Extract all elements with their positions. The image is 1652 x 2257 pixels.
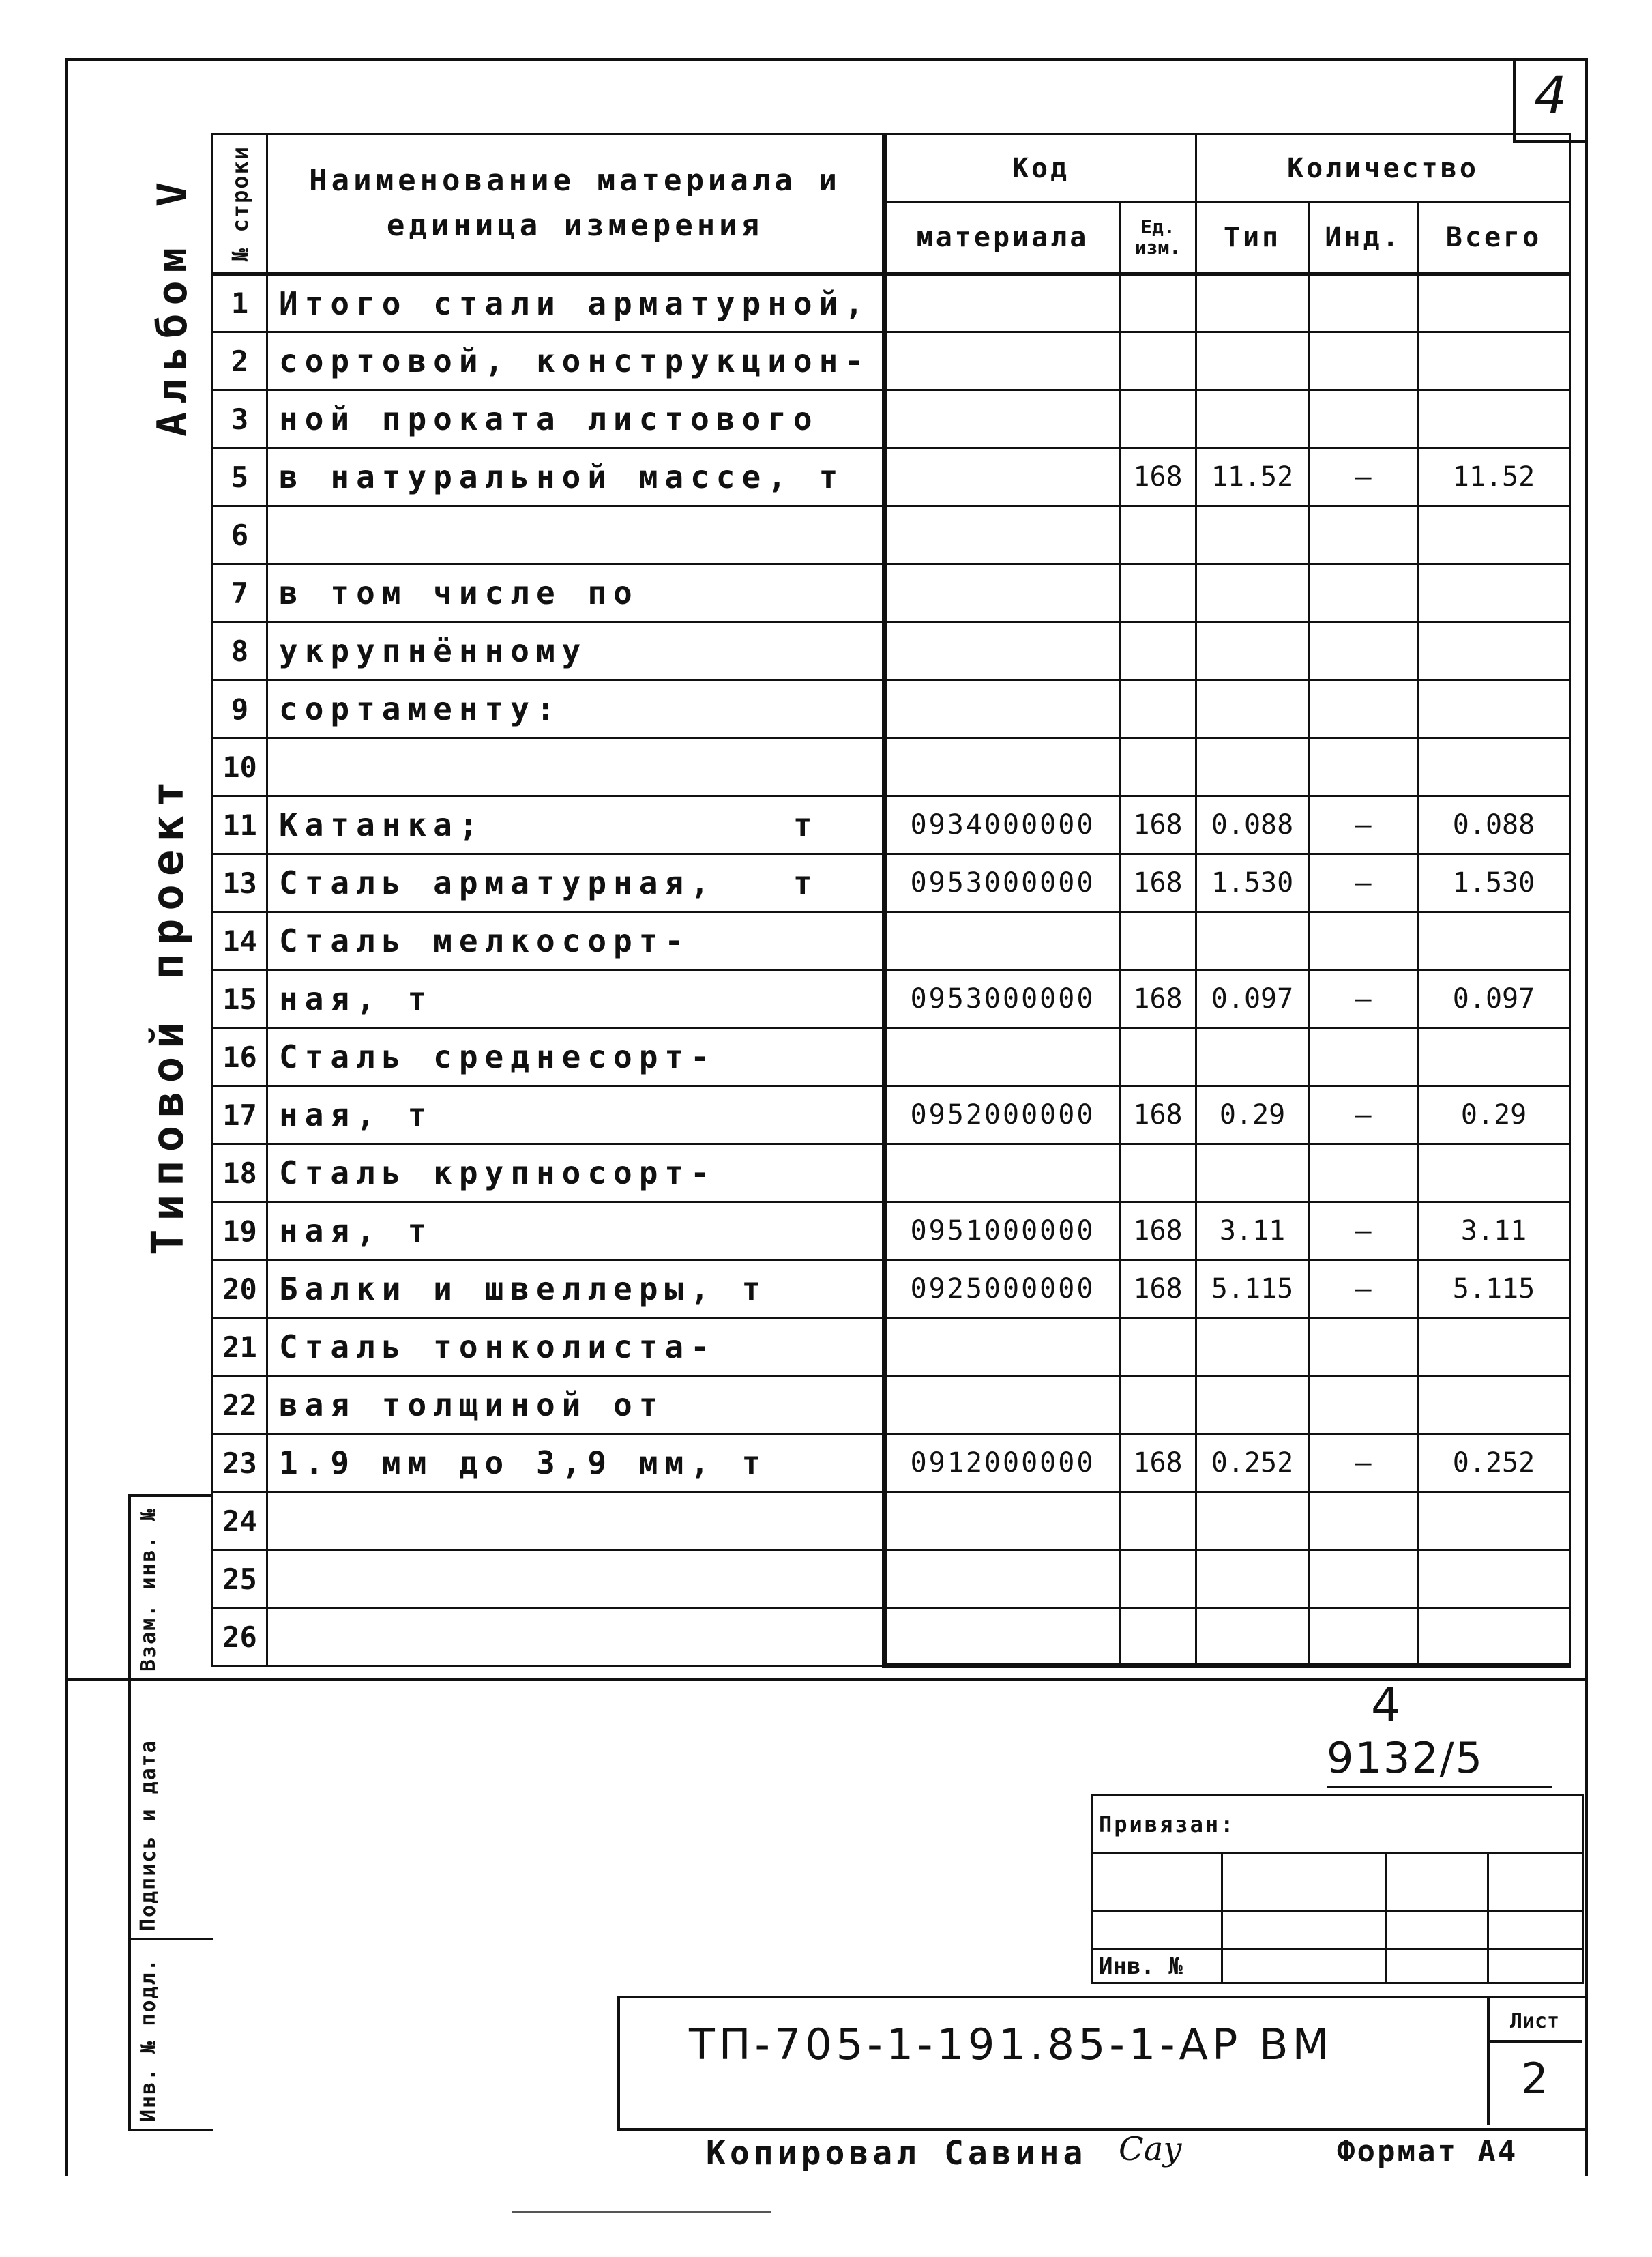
qty-total [1418, 1608, 1570, 1666]
signature: Сау [1119, 2130, 1183, 2168]
material-name: Сталь мелкосорт- [267, 912, 885, 970]
unit-code [1120, 1144, 1196, 1202]
row-number: 23 [213, 1434, 267, 1492]
material-code [885, 1608, 1120, 1666]
page-number: 4 [1533, 65, 1567, 126]
qty-individual [1309, 622, 1418, 680]
material-name: ная, т [267, 1202, 885, 1260]
row-number: 6 [213, 506, 267, 564]
row-number: 11 [213, 796, 267, 854]
row-number: 13 [213, 854, 267, 912]
row-number: 1 [213, 274, 267, 332]
sheet-code-underline [1327, 1786, 1552, 1788]
table-row [213, 1434, 1570, 1492]
material-name: ной проката листового [267, 390, 885, 448]
unit-code [1120, 680, 1196, 738]
row-number: 21 [213, 1318, 267, 1376]
unit-code [1120, 1028, 1196, 1086]
qty-total [1418, 274, 1570, 332]
unit-code [1120, 738, 1196, 796]
material-code: 0951000000 [885, 1202, 1120, 1260]
qty-type [1196, 1144, 1309, 1202]
qty-type [1196, 1318, 1309, 1376]
qty-individual [1309, 1028, 1418, 1086]
qty-total: 0.252 [1418, 1434, 1570, 1492]
unit-code [1120, 506, 1196, 564]
qty-total: 3.11 [1418, 1202, 1570, 1260]
row-number: 18 [213, 1144, 267, 1202]
designation: ТП-705-1-191.85-1-АР ВМ [689, 2020, 1333, 2069]
material-name: сортовой, конструкцион- [267, 332, 885, 390]
qty-individual: – [1309, 448, 1418, 506]
page-number-box [1513, 58, 1585, 143]
material-name: Балки и швеллеры, т [267, 1260, 885, 1318]
row-number: 2 [213, 332, 267, 390]
table-row [213, 1376, 1570, 1434]
qty-total [1418, 622, 1570, 680]
margin-signature-date: Подпись и дата [136, 1739, 160, 1931]
margin-sep-2 [128, 1938, 213, 1940]
material-code [885, 274, 1120, 332]
qty-type: 0.29 [1196, 1086, 1309, 1144]
unit-code: 168 [1120, 448, 1196, 506]
row-number: 19 [213, 1202, 267, 1260]
material-name: Катанка; т [267, 796, 885, 854]
qty-type: 0.252 [1196, 1434, 1309, 1492]
qty-individual [1309, 912, 1418, 970]
qty-individual [1309, 274, 1418, 332]
qty-type [1196, 738, 1309, 796]
qty-individual [1309, 1608, 1418, 1666]
material-name: ная, т [267, 1086, 885, 1144]
unit-code [1120, 1318, 1196, 1376]
qty-total: 5.115 [1418, 1260, 1570, 1318]
qty-individual: – [1309, 1086, 1418, 1144]
unit-code [1120, 1608, 1196, 1666]
table-row [213, 1202, 1570, 1260]
sheet-value: 2 [1521, 2054, 1548, 2103]
material-code [885, 332, 1120, 390]
qty-individual [1309, 1492, 1418, 1550]
sheet-label: Лист [1509, 2009, 1560, 2033]
frame-divider [65, 1678, 1586, 1681]
qty-total [1418, 1376, 1570, 1434]
table-row [213, 796, 1570, 854]
table-row [213, 1260, 1570, 1318]
header-name: Наименование материала и единица измерения [267, 134, 885, 274]
table-row [213, 970, 1570, 1028]
material-name: в том числе по [267, 564, 885, 622]
material-code [885, 1318, 1120, 1376]
material-code [885, 448, 1120, 506]
qty-type [1196, 274, 1309, 332]
qty-total [1418, 680, 1570, 738]
qty-type [1196, 1376, 1309, 1434]
material-code: 0925000000 [885, 1260, 1120, 1318]
row-number: 15 [213, 970, 267, 1028]
material-code [885, 1550, 1120, 1608]
unit-code [1120, 912, 1196, 970]
material-name: ная, т [267, 970, 885, 1028]
qty-individual [1309, 506, 1418, 564]
qty-total [1418, 506, 1570, 564]
material-code: 0952000000 [885, 1086, 1120, 1144]
unit-code: 168 [1120, 970, 1196, 1028]
material-name: сортаменту: [267, 680, 885, 738]
table-row [213, 1028, 1570, 1086]
qty-total [1418, 390, 1570, 448]
qty-type [1196, 390, 1309, 448]
material-name [267, 738, 885, 796]
qty-individual [1309, 1550, 1418, 1608]
sheet-code: 9132/5 [1327, 1733, 1484, 1783]
header-code-material: материала [885, 203, 1120, 274]
material-code [885, 390, 1120, 448]
material-code: 0912000000 [885, 1434, 1120, 1492]
table-row [213, 680, 1570, 738]
qty-type [1196, 1550, 1309, 1608]
qty-type: 11.52 [1196, 448, 1309, 506]
qty-individual [1309, 390, 1418, 448]
attached-label: Привязан: [1093, 1796, 1584, 1854]
material-code [885, 1492, 1120, 1550]
qty-type [1196, 622, 1309, 680]
project-label: Типовой проект [143, 772, 194, 1255]
header-individual: Инд. [1309, 203, 1418, 274]
qty-total [1418, 1028, 1570, 1086]
qty-type [1196, 1028, 1309, 1086]
material-code [885, 1144, 1120, 1202]
qty-total: 1.530 [1418, 854, 1570, 912]
table-row [213, 854, 1570, 912]
table-row [213, 332, 1570, 390]
table-row [213, 1144, 1570, 1202]
table-row [213, 1608, 1570, 1666]
row-number: 16 [213, 1028, 267, 1086]
material-name: вая толщиной от [267, 1376, 885, 1434]
table-row [213, 506, 1570, 564]
sheet-box-divider [1487, 2040, 1582, 2043]
row-number: 10 [213, 738, 267, 796]
margin-replace-inv: Взам. инв. № [136, 1507, 160, 1672]
table-row [213, 448, 1570, 506]
material-name: Сталь арматурная, т [267, 854, 885, 912]
qty-type [1196, 1608, 1309, 1666]
row-number: 3 [213, 390, 267, 448]
table-row [213, 274, 1570, 332]
material-name [267, 1492, 885, 1550]
margin-sep-1 [128, 1678, 213, 1681]
row-number: 25 [213, 1550, 267, 1608]
unit-code [1120, 1550, 1196, 1608]
unit-code [1120, 274, 1196, 332]
unit-code [1120, 564, 1196, 622]
unit-code [1120, 332, 1196, 390]
table-row [213, 738, 1570, 796]
row-number: 26 [213, 1608, 267, 1666]
qty-individual [1309, 332, 1418, 390]
material-code [885, 1028, 1120, 1086]
format-label: Формат А4 [1337, 2134, 1518, 2169]
header-unit: Ед. изм. [1120, 203, 1196, 274]
qty-total [1418, 912, 1570, 970]
material-code: 0953000000 [885, 854, 1120, 912]
unit-code: 168 [1120, 1086, 1196, 1144]
material-code [885, 564, 1120, 622]
qty-type: 0.097 [1196, 970, 1309, 1028]
header-type: Тип [1196, 203, 1309, 274]
qty-total [1418, 332, 1570, 390]
header-row-no: № строки [213, 134, 267, 274]
qty-individual [1309, 1144, 1418, 1202]
material-code [885, 738, 1120, 796]
qty-total [1418, 738, 1570, 796]
qty-total [1418, 1144, 1570, 1202]
margin-bottom-line [128, 2129, 213, 2131]
unit-code: 168 [1120, 796, 1196, 854]
unit-code [1120, 622, 1196, 680]
copied-by: Копировал Савина [706, 2134, 1087, 2172]
attachment-stamp [1091, 1794, 1584, 1984]
qty-total [1418, 1550, 1570, 1608]
qty-total: 11.52 [1418, 448, 1570, 506]
qty-individual: – [1309, 1260, 1418, 1318]
header-total: Всего [1418, 203, 1570, 274]
material-name: 1.9 мм до 3,9 мм, т [267, 1434, 885, 1492]
qty-individual: – [1309, 1202, 1418, 1260]
table-row [213, 1492, 1570, 1550]
material-name: Сталь крупносорт- [267, 1144, 885, 1202]
qty-total: 0.088 [1418, 796, 1570, 854]
qty-total [1418, 1492, 1570, 1550]
material-name [267, 1550, 885, 1608]
qty-type [1196, 1492, 1309, 1550]
qty-type [1196, 506, 1309, 564]
qty-type [1196, 332, 1309, 390]
header-code: Код [885, 134, 1196, 203]
qty-individual: – [1309, 970, 1418, 1028]
scan-mark [512, 2211, 771, 2213]
qty-type: 0.088 [1196, 796, 1309, 854]
material-code [885, 680, 1120, 738]
table-row [213, 622, 1570, 680]
qty-individual [1309, 1376, 1418, 1434]
material-name: Сталь среднесорт- [267, 1028, 885, 1086]
qty-individual: – [1309, 1434, 1418, 1492]
qty-individual [1309, 1318, 1418, 1376]
table-row [213, 912, 1570, 970]
material-name: Сталь тонколиста- [267, 1318, 885, 1376]
row-number: 20 [213, 1260, 267, 1318]
material-code: 0934000000 [885, 796, 1120, 854]
row-number: 5 [213, 448, 267, 506]
album-label: Альбом V [149, 174, 196, 437]
margin-inv-original: Инв. № подл. [136, 1957, 160, 2122]
material-code [885, 1376, 1120, 1434]
table-row [213, 1318, 1570, 1376]
qty-type: 3.11 [1196, 1202, 1309, 1260]
qty-total [1418, 1318, 1570, 1376]
table-row [213, 390, 1570, 448]
row-number: 7 [213, 564, 267, 622]
unit-code [1120, 1492, 1196, 1550]
qty-individual: – [1309, 796, 1418, 854]
header-quantity: Количество [1196, 134, 1570, 203]
inv-label: Инв. № [1093, 1949, 1222, 1983]
row-number: 22 [213, 1376, 267, 1434]
row-number: 8 [213, 622, 267, 680]
material-name [267, 506, 885, 564]
qty-individual [1309, 564, 1418, 622]
unit-code: 168 [1120, 1202, 1196, 1260]
material-code [885, 912, 1120, 970]
material-name: укрупнённому [267, 622, 885, 680]
qty-type: 5.115 [1196, 1260, 1309, 1318]
qty-type [1196, 564, 1309, 622]
qty-type [1196, 912, 1309, 970]
row-number: 14 [213, 912, 267, 970]
unit-code [1120, 1376, 1196, 1434]
material-code [885, 506, 1120, 564]
material-name: Итого стали арматурной, [267, 274, 885, 332]
material-name: в натуральной массе, т [267, 448, 885, 506]
material-code [885, 622, 1120, 680]
qty-type [1196, 680, 1309, 738]
qty-individual [1309, 680, 1418, 738]
table-row [213, 564, 1570, 622]
unit-code: 168 [1120, 854, 1196, 912]
qty-total: 0.097 [1418, 970, 1570, 1028]
handwritten-number: 4 [1371, 1678, 1401, 1732]
row-number: 17 [213, 1086, 267, 1144]
row-number: 24 [213, 1492, 267, 1550]
qty-individual [1309, 738, 1418, 796]
margin-inner-line [128, 1494, 131, 2129]
table-row [213, 1086, 1570, 1144]
row-number: 9 [213, 680, 267, 738]
qty-individual: – [1309, 854, 1418, 912]
unit-code: 168 [1120, 1260, 1196, 1318]
qty-type: 1.530 [1196, 854, 1309, 912]
material-name [267, 1608, 885, 1666]
materials-table [211, 133, 1571, 1668]
qty-total: 0.29 [1418, 1086, 1570, 1144]
table-row [213, 1550, 1570, 1608]
unit-code [1120, 390, 1196, 448]
unit-code: 168 [1120, 1434, 1196, 1492]
margin-top-line [128, 1494, 213, 1497]
qty-total [1418, 564, 1570, 622]
material-code: 0953000000 [885, 970, 1120, 1028]
